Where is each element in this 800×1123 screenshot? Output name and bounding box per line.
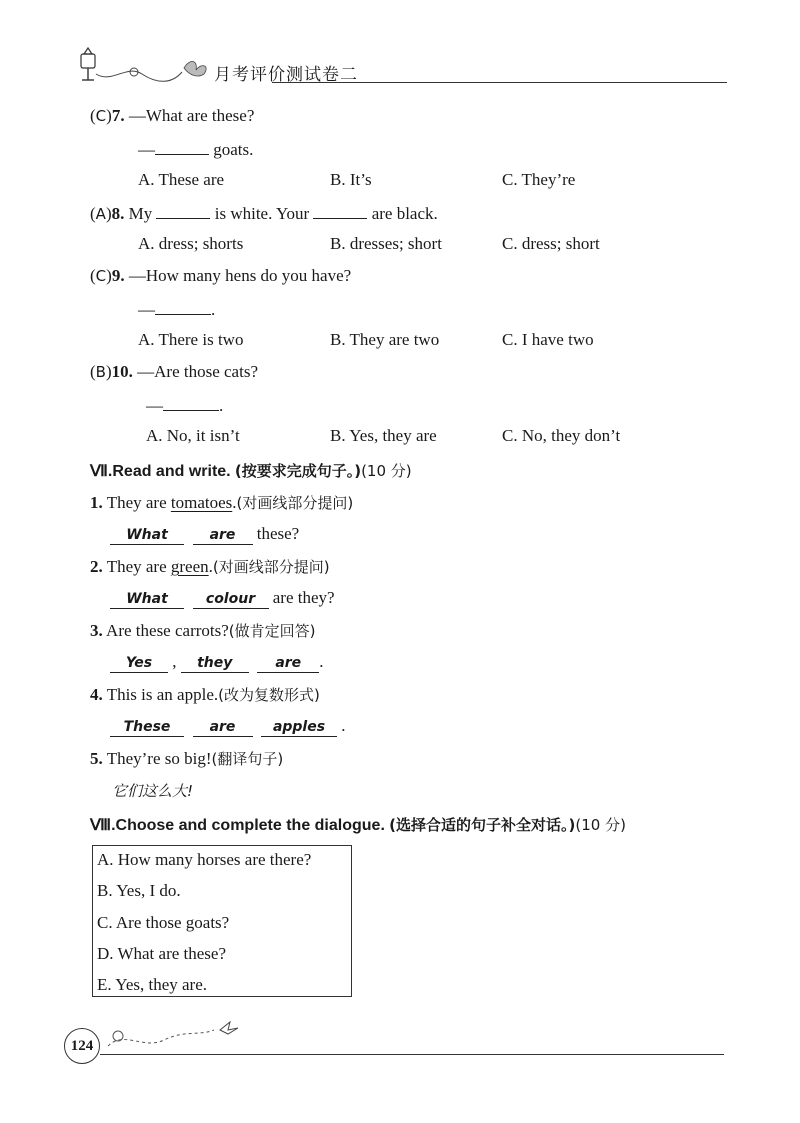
question-number: 7 [111, 106, 121, 125]
page-header [72, 44, 727, 94]
s7-answer-1: What are these? [110, 524, 299, 545]
response-10: — . [146, 396, 224, 415]
s7-item-4: 4. This is an apple.(改为复数形式) [90, 685, 320, 704]
option-c: C. They’re [502, 170, 576, 189]
option-c: C. No, they don’t [502, 426, 621, 445]
vine-bird-decoration-icon [104, 1010, 274, 1054]
s7-item-3: 3. Are these carrots?(做肯定回答) [90, 621, 316, 640]
underlined-word: tomatoes [170, 493, 233, 512]
option-b: B. Yes, they are [330, 426, 437, 445]
question-10: (B)10. —Are those cats? [90, 362, 258, 381]
response-9: — . [138, 300, 216, 319]
footer-rule [100, 1054, 724, 1055]
box-option-b: B. Yes, I do. [97, 881, 181, 900]
option-b: B. They are two [330, 330, 440, 349]
underlined-word: green [170, 557, 209, 576]
question-text: —How many hens do you have? [128, 266, 352, 285]
answer-letter: C [95, 107, 107, 125]
question-7: (C)7. —What are these? [90, 106, 255, 125]
box-option-d: D. What are these? [97, 944, 227, 963]
box-option-a: A. How many horses are there? [97, 850, 312, 869]
option-c: C. dress; short [502, 234, 600, 253]
s7-item-5: 5. They’re so big!(翻译句子) [90, 749, 284, 768]
section-8-heading: Ⅷ.Choose and complete the dialogue. (选择合适的句子补全对话。)(10 分) [90, 816, 626, 834]
handwritten-answer: colour [193, 591, 269, 609]
s7-item-2: 2. They are green.(对画线部分提问) [90, 557, 330, 576]
s7-answer-4: These are apples . [110, 716, 346, 737]
question-number: 8 [111, 204, 121, 223]
answer-letter: A [95, 205, 106, 223]
question-number: 9 [111, 266, 121, 285]
question-text: —Are those cats? [137, 362, 258, 381]
question-text: —What are these? [128, 106, 255, 125]
option-b: B. It’s [330, 170, 372, 189]
blank [313, 202, 367, 219]
page-number: 124 [64, 1028, 100, 1064]
option-a: A. dress; shorts [138, 234, 244, 253]
s7-answer-2: What colour are they? [110, 588, 335, 609]
box-option-c: C. Are those goats? [97, 913, 230, 932]
option-a: A. These are [138, 170, 225, 189]
option-c: C. I have two [502, 330, 594, 349]
handwritten-translation: 它们这么大! [112, 782, 194, 800]
handwritten-answer: What [110, 591, 184, 609]
handwritten-answer: What [110, 527, 184, 545]
blank [156, 202, 210, 219]
handwritten-answer: These [110, 719, 184, 737]
blank [163, 394, 219, 411]
blank [155, 298, 211, 315]
option-b: B. dresses; short [330, 234, 442, 253]
header-title: 月考评价测试卷二 [214, 65, 358, 85]
option-a: A. There is two [138, 330, 244, 349]
section-7-heading: Ⅶ.Read and write. (按要求完成句子。)(10 分) [90, 462, 412, 480]
s7-answer-5 [112, 780, 193, 801]
page-footer [64, 1010, 724, 1060]
blank [155, 138, 209, 155]
header-rule [272, 82, 727, 83]
handwritten-answer: Yes [110, 655, 168, 673]
s7-answer-3: Yes , they are . [110, 652, 324, 673]
box-option-e: E. Yes, they are. [97, 975, 208, 994]
handwritten-answer: are [193, 719, 253, 737]
options-box [92, 845, 352, 997]
handwritten-answer: apples [261, 719, 337, 737]
s7-item-1: 1. They are tomatoes.(对画线部分提问) [90, 493, 354, 512]
answer-letter: C [95, 267, 107, 285]
option-a: A. No, it isn’t [146, 426, 240, 445]
handwritten-answer: they [181, 655, 249, 673]
handwritten-answer: are [193, 527, 253, 545]
answer-letter: B [95, 363, 106, 381]
question-8: (A)8. My is white. Your are black. [90, 204, 438, 223]
question-number: 10 [111, 362, 129, 381]
handwritten-answer: are [257, 655, 319, 673]
response-7: — goats. [138, 140, 254, 159]
question-9: (C)9. —How many hens do you have? [90, 266, 352, 285]
